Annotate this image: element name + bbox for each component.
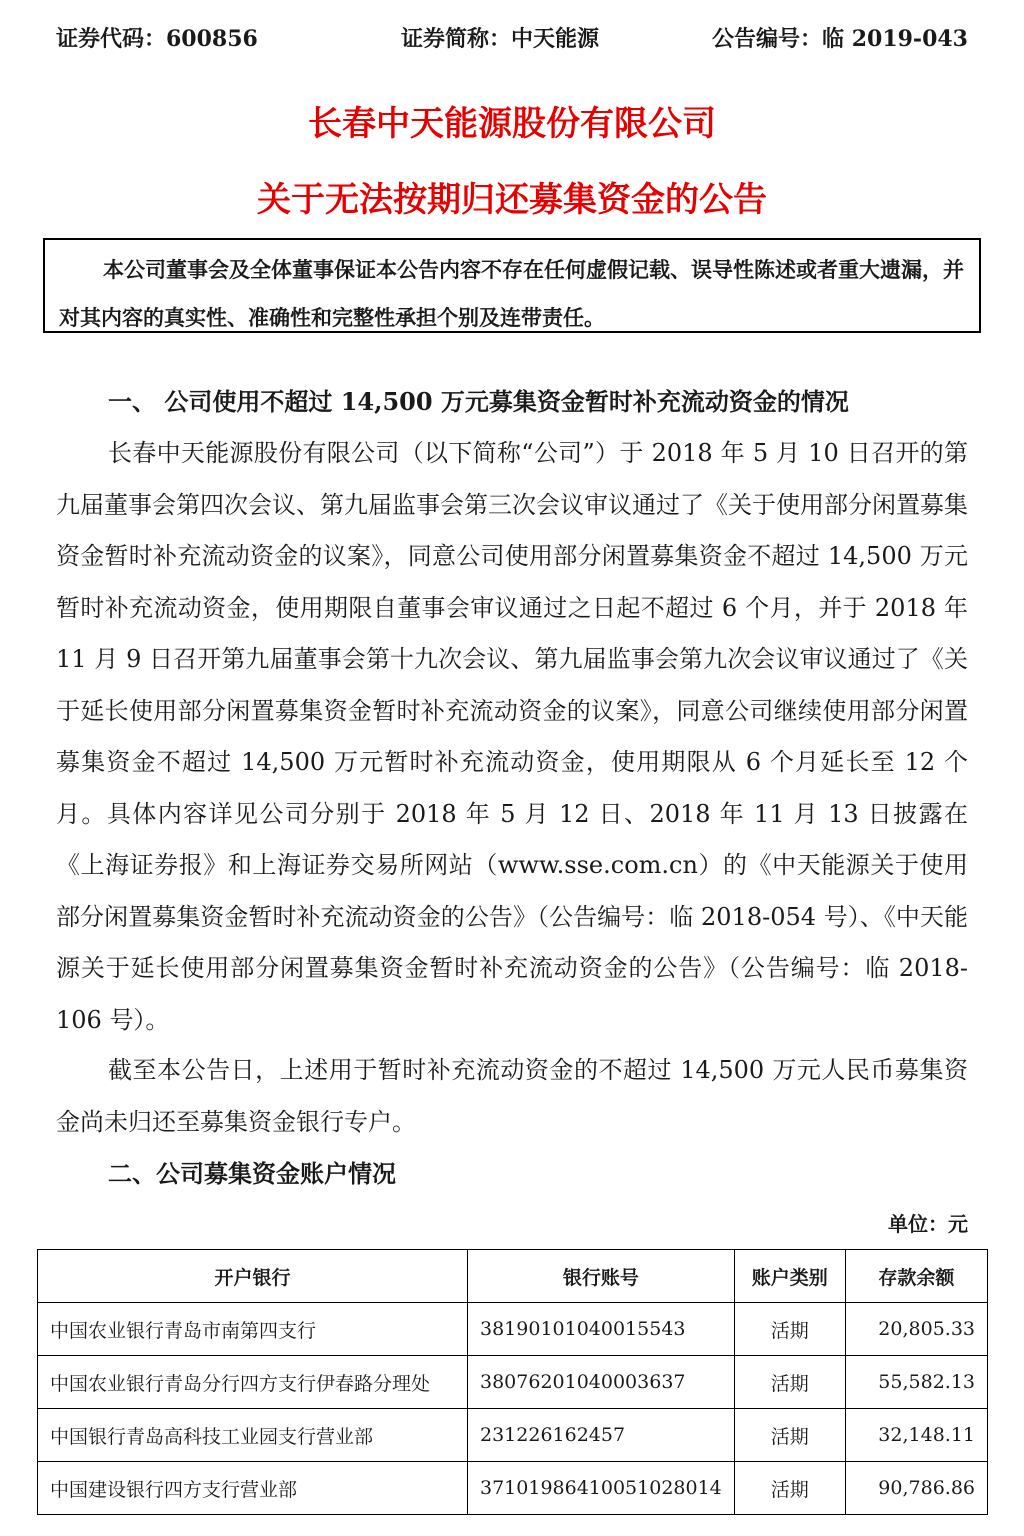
table-row — [38, 1409, 988, 1462]
account-type-cell: 活期 — [734, 1409, 845, 1462]
column-header-type: 账户类别 — [734, 1250, 845, 1303]
section-2-heading: 二、公司募集资金账户情况 — [108, 1159, 396, 1188]
document-header — [56, 22, 968, 58]
unit-label: 单位：元 — [888, 1212, 968, 1236]
paragraph-text: 截至本公告日，上述用于暂时补充流动资金的不超过 14,500 万元人民币募集资金尚未归还至募集资金银行专户。 — [56, 1056, 968, 1136]
table-row — [38, 1356, 988, 1409]
balance-cell: 20,805.33 — [845, 1303, 987, 1356]
column-header-bank: 开户银行 — [38, 1250, 468, 1303]
company-title: 长春中天能源股份有限公司 — [308, 104, 716, 144]
balance-cell: 32,148.11 — [845, 1409, 987, 1462]
announcement-number: 公告编号：临 2019-043 — [712, 26, 968, 52]
bank-name-cell: 中国农业银行青岛市南第四支行 — [38, 1303, 468, 1356]
balance-cell: 55,582.13 — [845, 1356, 987, 1409]
account-number-cell: 38190101040015543 — [468, 1303, 735, 1356]
table-header-row — [38, 1250, 988, 1303]
column-header-balance: 存款余额 — [845, 1250, 987, 1303]
announcement-title: 关于无法按期归还募集资金的公告 — [257, 180, 767, 220]
balance-cell: 90,786.86 — [845, 1462, 987, 1515]
board-statement-box — [43, 238, 981, 333]
account-type-cell: 活期 — [734, 1356, 845, 1409]
stock-name: 证券简称：中天能源 — [401, 26, 600, 52]
bank-name-cell: 中国农业银行青岛分行四方支行伊春路分理处 — [38, 1356, 468, 1409]
section-1-paragraph-2 — [56, 1045, 968, 1148]
board-statement-text: 本公司董事会及全体董事保证本公告内容不存在任何虚假记载、误导性陈述或者重大遗漏，并对其内容的真实性、准确性和完整性承担个别及连带责任。 — [59, 257, 964, 330]
account-number-cell: 231226162457 — [468, 1409, 735, 1462]
section-1-paragraph-1 — [56, 428, 968, 1046]
account-type-cell: 活期 — [734, 1462, 845, 1515]
account-table — [37, 1249, 988, 1515]
table-row — [38, 1462, 988, 1515]
section-1-heading: 一、 公司使用不超过 14,500 万元募集资金暂时补充流动资金的情况 — [108, 387, 849, 416]
table-row — [38, 1303, 988, 1356]
account-number-cell: 37101986410051028014 — [468, 1462, 735, 1515]
bank-name-cell: 中国银行青岛高科技工业园支行营业部 — [38, 1409, 468, 1462]
account-number-cell: 38076201040003637 — [468, 1356, 735, 1409]
stock-code: 证券代码：600856 — [56, 26, 258, 52]
column-header-account: 银行账号 — [468, 1250, 735, 1303]
paragraph-text: 长春中天能源股份有限公司（以下简称“公司”）于 2018 年 5 月 10 日召开的第九届董事会第四次会议、第九届监事会第三次会议审议通过了《关于使用部分闲置募集资金暂时补充流动资金的议案》，同意公司使用部分闲置募集资金不超过 14,500 万元暂时补充流动资金，使用期限自董事会审议通过之日起不超过 6 个月，并于 2018 年 11 月 9 日召开第九届董事会第十九次会议、第九届监事会第九次会议审议通过了《关于延长使用部分闲置募集资金暂时补充流动资金的议案》，同意公司继续使用部分闲置募集资金不超过 14,500 万元暂时补充流动资金，使用期限从 6 个月延长至 12 个月。具体内容详见公司分别于 2018 年 5 月 12 日、2018 年 11 月 13 日披露在《上海证券报》和上海证券交易所网站（www.sse.com.cn）的《中天能源关于使用部分闲置募集资金暂时补充流动资金的公告》（公告编号：临 2018-054 号）、《中天能源关于延长使用部分闲置募集资金暂时补充流动资金的公告》（公告编号：临 2018-106 号）。 — [56, 439, 968, 1034]
bank-name-cell: 中国建设银行四方支行营业部 — [38, 1462, 468, 1515]
account-type-cell: 活期 — [734, 1303, 845, 1356]
